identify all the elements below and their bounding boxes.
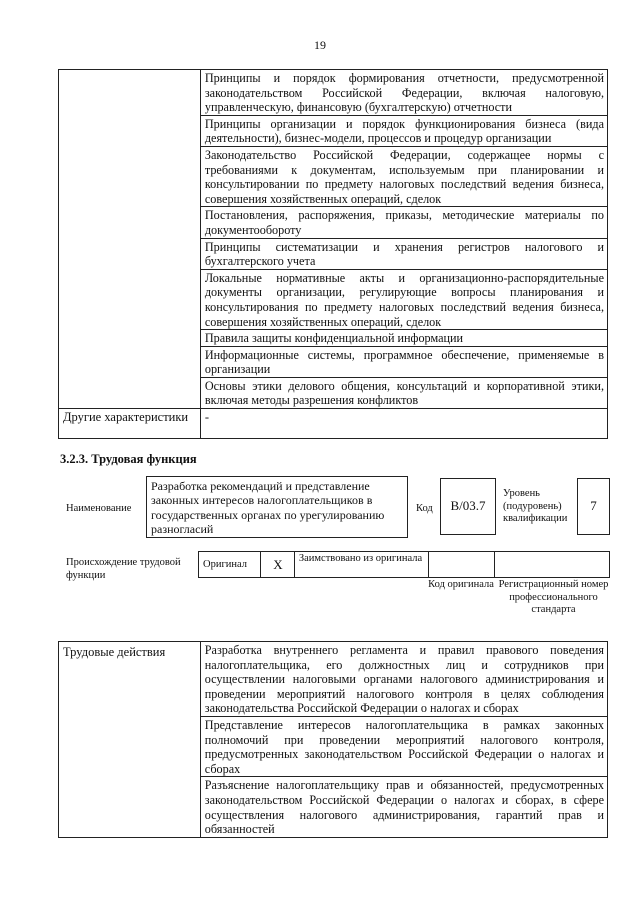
other-characteristics-label: Другие характеристики bbox=[59, 409, 201, 439]
actions-table bbox=[58, 641, 608, 838]
knowledge-item: Локальные нормативные акты и организационно-распорядительные документы организации, регулирующие вопросы планирования и консультирования по предмету налоговых последствий ведения бизнеса, совершения хозяйственных операций, сделок bbox=[200, 269, 607, 329]
knowledge-item: Принципы и порядок формирования отчетности, предусмотренной законодательством Российской Федерации, включая налоговую, управленческую, финансовую (бухгалтерскую) отчетности bbox=[200, 70, 607, 116]
original-mark: X bbox=[260, 552, 294, 578]
registration-number-cell bbox=[495, 552, 610, 578]
actions-label: Трудовые действия bbox=[59, 642, 201, 838]
knowledge-item: Принципы организации и порядок функционирования бизнеса (вида деятельности), бизнес-модели, процессов и процедур организации bbox=[200, 115, 607, 146]
function-name-box: Разработка рекомендаций и представление законных интересов налогоплательщиков в государственных органах по урегулированию разногласий bbox=[146, 476, 408, 538]
original-code-cell bbox=[428, 552, 495, 578]
code-label: Код bbox=[416, 503, 433, 514]
knowledge-item: Постановления, распоряжения, приказы, методические материалы по документообороту bbox=[200, 207, 607, 238]
borrowed-label: Заимствовано из оригинала bbox=[294, 552, 428, 578]
knowledge-item: Законодательство Российской Федерации, содержащее нормы с требованиями к документам, используемым при планировании и консультировании по предмету налоговых последствий ведения бизнеса, совершения хозяйственных операций, сделок bbox=[200, 146, 607, 206]
original-code-caption: Код оригинала bbox=[428, 579, 494, 590]
page-number: 19 bbox=[314, 38, 326, 52]
other-characteristics-value: - bbox=[200, 409, 607, 439]
knowledge-item: Принципы систематизации и хранения регистров налогового и бухгалтерского учета bbox=[200, 238, 607, 269]
original-label: Оригинал bbox=[199, 552, 261, 578]
action-item: Разработка внутреннего регламента и правил правового поведения налогоплательщика, его должностных лиц и сотрудников при осуществлении налоговыми органами налогового администрирования и проведении мероприятий налогового контроля в целях соблюдения законодательства Российской Федерации о налогах и сборах bbox=[200, 642, 607, 717]
action-item: Разъяснение налогоплательщику прав и обязанностей, предусмотренных законодательством Российской Федерации о налогах и сборах, в сфере осуществления налогового администрирования, гарантий прав и обязанностей bbox=[200, 777, 607, 837]
knowledge-table bbox=[58, 69, 608, 439]
registration-number-caption: Регистрационный номер профессионального стандарта bbox=[498, 579, 609, 615]
origin-table bbox=[198, 551, 610, 578]
section-heading: 3.2.3. Трудовая функция bbox=[60, 452, 197, 466]
knowledge-item: Основы этики делового общения, консультаций и корпоративной этики, включая методы разрешения конфликтов bbox=[200, 377, 607, 408]
knowledge-item: Информационные системы, программное обеспечение, применяемые в организации bbox=[200, 346, 607, 377]
name-label: Наименование bbox=[66, 503, 132, 514]
level-label: Уровень (подуровень) квалификации bbox=[503, 488, 568, 524]
knowledge-label-cell bbox=[59, 70, 201, 409]
knowledge-item: Правила защиты конфиденциальной информации bbox=[200, 330, 607, 347]
origin-label: Происхождение трудовой функции bbox=[66, 557, 181, 581]
level-value-box: 7 bbox=[577, 478, 610, 535]
action-item: Представление интересов налогоплательщика в рамках законных полномочий при проведении мероприятий налогового контроля, предусмотренных законодательством Российской Федерации о налогах и сборах bbox=[200, 716, 607, 776]
code-value-box: B/03.7 bbox=[440, 478, 496, 535]
